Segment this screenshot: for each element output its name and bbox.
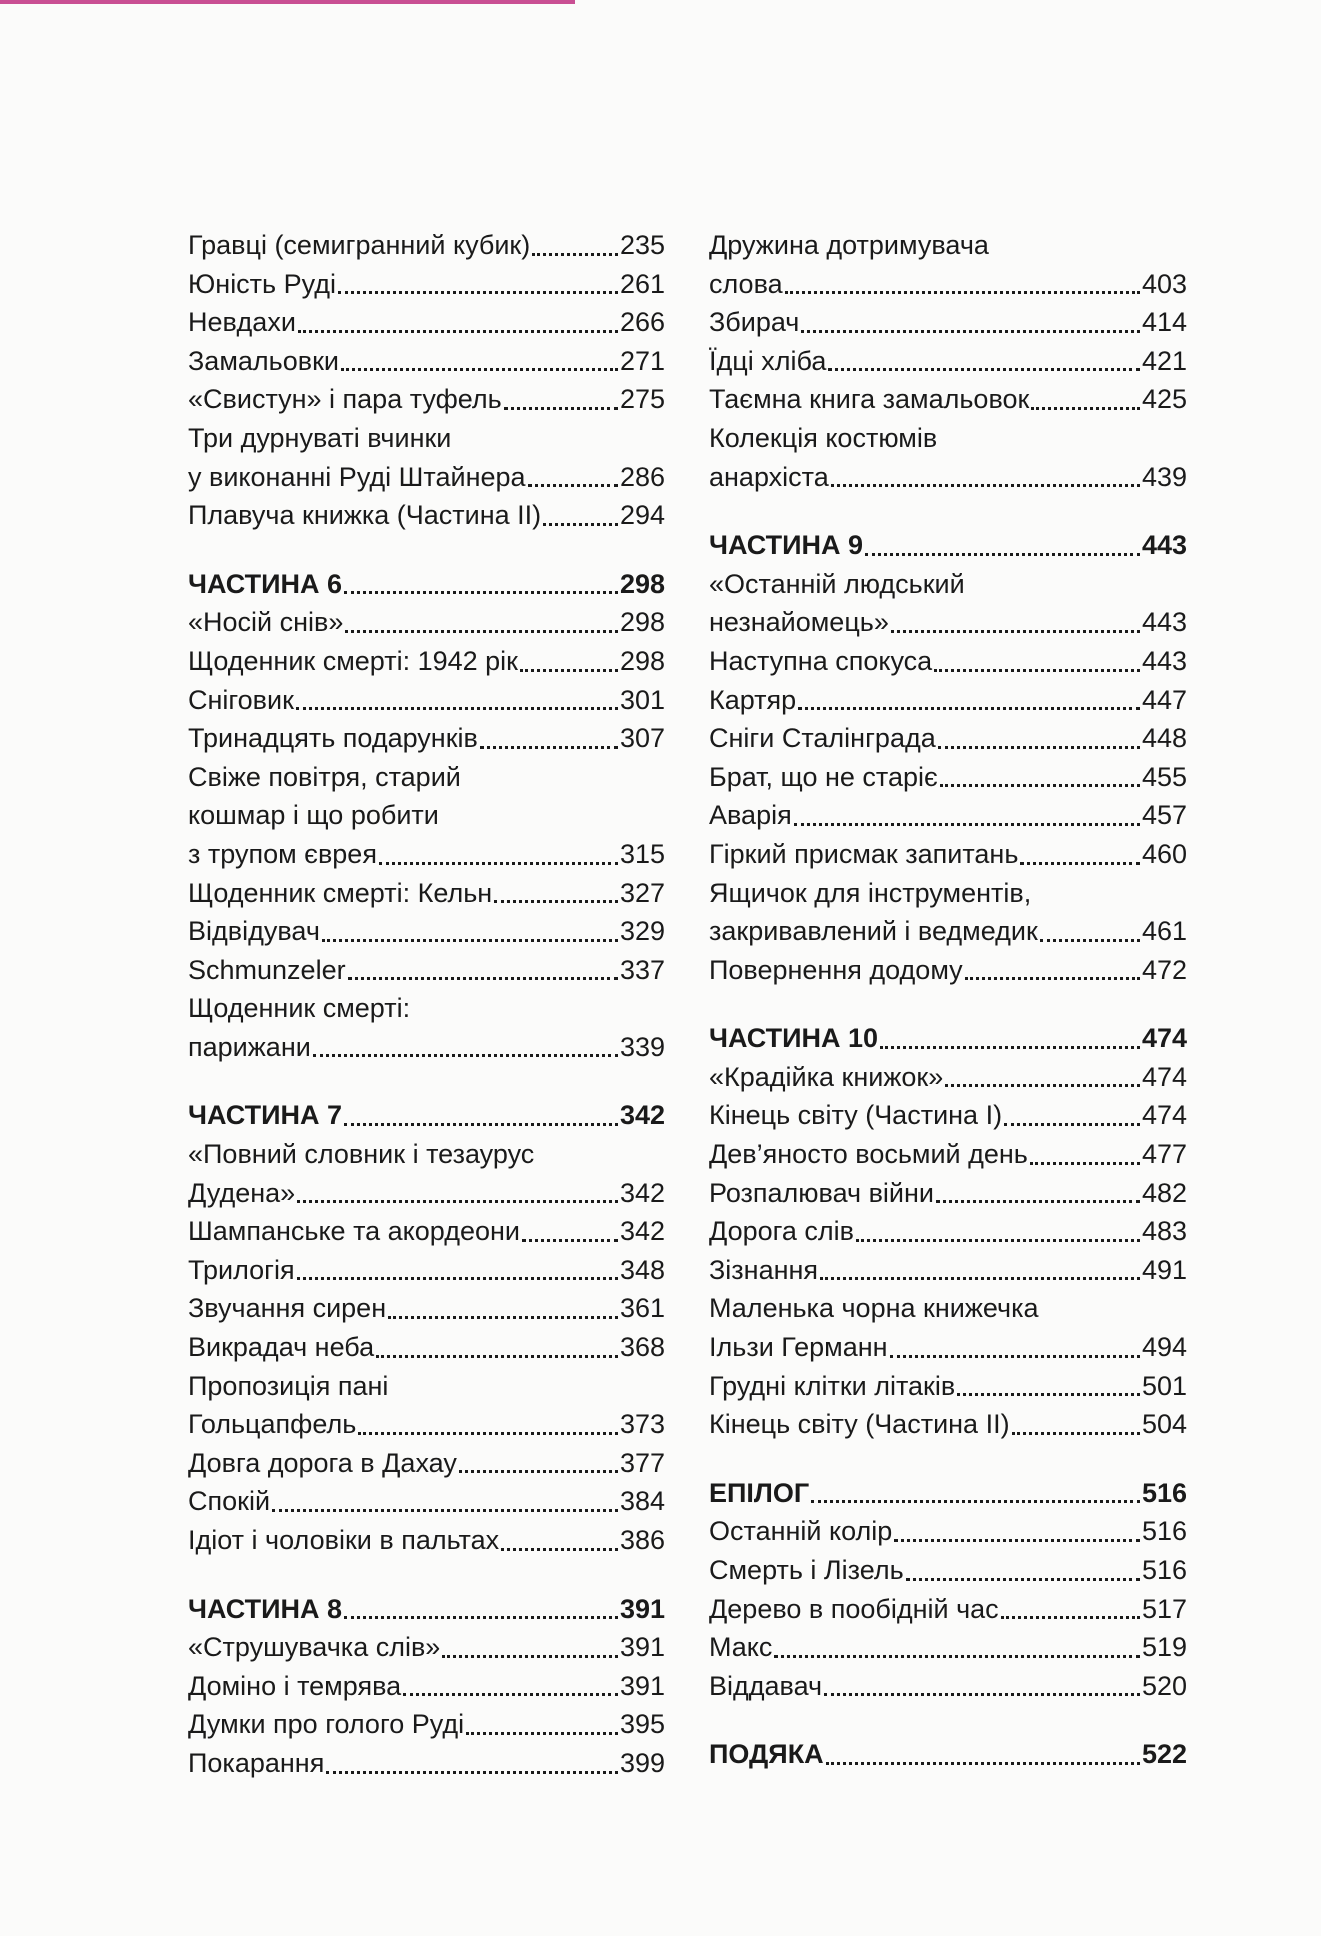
toc-entry (709, 1135, 1187, 1174)
toc-entry (709, 1667, 1187, 1706)
toc-part-heading (709, 526, 1187, 565)
toc-entry (709, 642, 1187, 681)
toc-entry-title: Спокій (188, 1486, 271, 1517)
toc-entry-page: 425 (1141, 384, 1187, 415)
toc-entry-page: 342 (619, 1100, 665, 1131)
toc-entry-page: 472 (1141, 954, 1187, 985)
toc-entry-page: 474 (1141, 1023, 1187, 1054)
dot-leader (794, 823, 1140, 826)
toc-entry-title: Дерево в пообідній час (709, 1593, 999, 1624)
toc-entry-title: Збирач (709, 307, 800, 338)
toc-entry-title: незнайомець» (709, 607, 889, 638)
toc-entry (709, 265, 1187, 304)
toc-entry-page: 377 (619, 1447, 665, 1478)
toc-entry-page: 483 (1141, 1216, 1187, 1247)
toc-entry-page: 315 (619, 838, 665, 869)
toc-entry-page: 395 (619, 1709, 665, 1740)
toc-entry-title: ПОДЯКА (709, 1739, 824, 1770)
dot-leader (891, 630, 1140, 633)
toc-entry-page: 482 (1141, 1177, 1187, 1208)
toc-entry (188, 1405, 665, 1444)
toc-entry (188, 1667, 665, 1706)
toc-entry-title: ЧАСТИНА 10 (709, 1023, 879, 1054)
dot-leader (831, 484, 1140, 487)
dot-leader (826, 1762, 1140, 1765)
toc-entry-page: 517 (1141, 1593, 1187, 1624)
toc-entry-line: Колекція костюмів (709, 422, 938, 453)
dot-leader (345, 630, 618, 633)
toc-entry (709, 681, 1187, 720)
toc-entry (709, 951, 1187, 990)
toc-entry-title: Останній колір (709, 1516, 893, 1547)
toc-part-heading (709, 1019, 1187, 1058)
toc-entry-page: 522 (1141, 1739, 1187, 1770)
dot-leader (880, 1046, 1140, 1049)
toc-entry-title: Гіркий присмак запитань (709, 838, 1019, 869)
dot-leader (376, 1355, 618, 1358)
toc-entry-page: 439 (1141, 461, 1187, 492)
dot-leader (1004, 1123, 1140, 1126)
dot-leader (348, 977, 618, 980)
toc-entry-page: 391 (619, 1593, 665, 1624)
section-gap (709, 496, 1187, 526)
toc-entry-page: 294 (619, 500, 665, 531)
toc-entry-title: Сніги Сталінграда (709, 723, 936, 754)
dot-leader (403, 1693, 618, 1696)
dot-leader (338, 291, 618, 294)
toc-entry (709, 758, 1187, 797)
toc-entry (709, 603, 1187, 642)
toc-entry-title: Щоденник смерті: Кельн (188, 877, 493, 908)
toc-entry (709, 1058, 1187, 1097)
toc-entry-title: Schmunzeler (188, 954, 346, 985)
toc-entry (188, 380, 665, 419)
toc-entry-page: 391 (619, 1632, 665, 1663)
toc-entry-line: Щоденник смерті: (188, 993, 411, 1024)
toc-entry (188, 1744, 665, 1783)
dot-leader (344, 591, 618, 594)
toc-entry (188, 342, 665, 381)
toc-entry-page: 516 (1141, 1555, 1187, 1585)
toc-entry (188, 874, 665, 913)
toc-entry-page: 448 (1141, 723, 1187, 754)
toc-entry-page: 461 (1141, 916, 1187, 947)
toc-entry-title: Зізнання (709, 1254, 819, 1285)
toc-entry-page: 235 (619, 230, 665, 260)
toc-part-heading (709, 1474, 1187, 1513)
toc-entry-title: Гравці (семигранний кубик) (188, 230, 531, 260)
dot-leader (890, 1355, 1140, 1358)
toc-entry-title: Наступна спокуса (709, 645, 933, 676)
dot-leader (934, 669, 1140, 672)
toc-entry-title: Смерть і Лізель (709, 1555, 904, 1585)
toc-entry (709, 303, 1187, 342)
toc-entry-line: «Останній людський (709, 568, 965, 599)
toc-entry (709, 1551, 1187, 1590)
toc-part-heading (709, 1735, 1187, 1774)
dot-leader (494, 900, 618, 903)
toc-entry-page: 504 (1141, 1409, 1187, 1440)
toc-entry-title: з трупом єврея (188, 838, 377, 869)
dot-leader (358, 1432, 618, 1435)
dot-leader (466, 1732, 618, 1735)
toc-entry-page: 491 (1141, 1254, 1187, 1285)
toc-entry-title: Юність Руді (188, 268, 336, 299)
toc-entry-page: 443 (1141, 645, 1187, 676)
toc-entry-page: 474 (1141, 1061, 1187, 1092)
toc-entry (188, 603, 665, 642)
toc-entry (188, 1289, 665, 1328)
toc-entry-page: 403 (1141, 268, 1187, 299)
dot-leader (520, 669, 618, 672)
dot-leader (442, 1655, 618, 1658)
dot-leader (501, 1548, 618, 1551)
dot-leader (865, 553, 1140, 556)
toc-column-left (188, 226, 665, 1783)
toc-entry (709, 458, 1187, 497)
dot-leader (298, 330, 618, 333)
toc-entry-title: Віддавач (709, 1670, 823, 1701)
toc-entry-title: Замальовки (188, 345, 339, 376)
toc-entry-page: 307 (619, 723, 665, 754)
toc-entry-page: 443 (1141, 530, 1187, 561)
section-gap (709, 989, 1187, 1019)
toc-entry-page: 329 (619, 916, 665, 947)
toc-entry-title: Картяр (709, 684, 797, 715)
toc-entry-page: 342 (619, 1177, 665, 1208)
toc-entry-title: Звучання сирен (188, 1293, 387, 1324)
toc-entry-title: Трилогія (188, 1254, 295, 1285)
toc-entry-page: 301 (619, 684, 665, 715)
dot-leader (504, 407, 618, 410)
toc-entry (188, 1174, 665, 1213)
toc-entry (188, 496, 665, 535)
toc-entry-page: 519 (1141, 1632, 1187, 1663)
toc-entry-page: 286 (619, 461, 665, 492)
toc-entry (709, 342, 1187, 381)
toc-entry-title: Доміно і темрява (188, 1670, 402, 1701)
toc-entry (188, 1212, 665, 1251)
toc-entry (709, 1628, 1187, 1667)
toc-entry (709, 1174, 1187, 1213)
toc-entry-title: Макс (709, 1632, 773, 1663)
toc-entry-title: Щоденник смерті: 1942 рік (188, 645, 518, 676)
toc-entry-title: анархіста (709, 461, 829, 492)
toc-part-heading (188, 565, 665, 604)
toc-entry (709, 1328, 1187, 1367)
toc-entry (709, 1367, 1187, 1406)
toc-entry (188, 912, 665, 951)
toc-entry-page: 266 (619, 307, 665, 338)
toc-entry-title: Повернення додому (709, 954, 963, 985)
toc-entry-title: Шампанське та акордеони (188, 1216, 520, 1247)
toc-entry-page: 399 (619, 1747, 665, 1778)
toc-entry-page: 443 (1141, 607, 1187, 638)
toc-entry-line: Три дурнуваті вчинки (188, 422, 452, 453)
dot-leader (1001, 1616, 1140, 1619)
toc-entry (188, 642, 665, 681)
toc-entry-title: Їдці хліба (709, 345, 827, 376)
toc-entry-title: ЧАСТИНА 6 (188, 568, 343, 599)
toc-entry-title: ЧАСТИНА 7 (188, 1100, 343, 1131)
dot-leader (1031, 407, 1140, 410)
toc-entry-page: 261 (619, 268, 665, 299)
toc-entry-title: Довга дорога в Дахау (188, 1447, 457, 1478)
toc-entry (188, 265, 665, 304)
toc-part-heading (188, 1590, 665, 1629)
toc-entry-title: Грудні клітки літаків (709, 1370, 956, 1401)
toc-entry (188, 458, 665, 497)
toc-entry (709, 1405, 1187, 1444)
dot-leader (938, 746, 1140, 749)
toc-entry-title: Таємна книга замальовок (709, 384, 1030, 415)
toc-entry-page: 457 (1141, 800, 1187, 831)
toc-entry (188, 1705, 665, 1744)
toc-entry (709, 1251, 1187, 1290)
toc-entry-page: 298 (619, 568, 665, 599)
toc-entry-line: кошмар і що робити (188, 800, 439, 831)
section-gap (188, 535, 665, 565)
toc-entry (188, 1444, 665, 1483)
toc-entry-title: Дев’яносто восьмий день (709, 1139, 1028, 1170)
toc-entry-page: 455 (1141, 761, 1187, 792)
toc-entry (188, 1521, 665, 1560)
section-gap (188, 1560, 665, 1590)
dot-leader (379, 862, 618, 865)
dot-leader (940, 784, 1140, 787)
toc-entry (188, 681, 665, 720)
toc-entry (188, 835, 665, 874)
dot-leader (820, 1277, 1140, 1280)
toc-entry-title: Покарання (188, 1747, 325, 1778)
toc-entry-page: 477 (1141, 1139, 1187, 1170)
toc-entry-page: 342 (619, 1216, 665, 1247)
toc-entry (188, 1028, 665, 1067)
toc-entry-page: 298 (619, 645, 665, 676)
toc-entry-title: парижани (188, 1031, 311, 1062)
toc-entry-title: Розпалювач війни (709, 1177, 935, 1208)
toc-entry-page: 384 (619, 1486, 665, 1517)
dot-leader (480, 746, 618, 749)
toc-entry-line: Свіже повітря, старий (188, 761, 461, 792)
toc-entry-title: Дорога слів (709, 1216, 855, 1247)
toc-entry-title: Викрадач неба (188, 1332, 375, 1363)
dot-leader (801, 330, 1140, 333)
toc-entry (709, 1590, 1187, 1629)
toc-entry-page: 494 (1141, 1332, 1187, 1363)
toc-entry-title: ЕПІЛОГ (709, 1477, 810, 1508)
toc-entry-page: 391 (619, 1670, 665, 1701)
toc-entry-title: Невдахи (188, 307, 296, 338)
toc-entry-title: Думки про голого Руді (188, 1709, 465, 1740)
dot-leader (965, 977, 1140, 980)
toc-entry-title: Сніговик (188, 684, 294, 715)
toc-entry-title: Брат, що не старіє (709, 761, 938, 792)
toc-entry-title: слова (709, 268, 783, 299)
dot-leader (798, 707, 1140, 710)
toc-entry-page: 348 (619, 1254, 665, 1285)
toc-entry-title: «Носій снів» (188, 607, 344, 638)
dot-leader (522, 1239, 618, 1242)
toc-entry-title: Тринадцять подарунків (188, 723, 478, 754)
toc-entry-page: 501 (1141, 1370, 1187, 1401)
toc-entry-line: Ящичок для інструментів, (709, 877, 1032, 908)
toc-entry-page: 373 (619, 1409, 665, 1440)
toc-entry-title: Відвідувач (188, 916, 320, 947)
section-gap (188, 1066, 665, 1096)
dot-leader (906, 1578, 1140, 1581)
dot-leader (824, 1693, 1140, 1696)
dot-leader (296, 707, 618, 710)
dot-leader (543, 523, 618, 526)
toc-part-heading (188, 1096, 665, 1135)
toc-entry-title: Ільзи Германн (709, 1332, 888, 1363)
toc-entry-line: «Повний словник і тезаурус (188, 1139, 535, 1170)
toc-entry (709, 1212, 1187, 1251)
dot-leader (322, 939, 618, 942)
toc-entry-title: у виконанні Руді Штайнера (188, 461, 526, 492)
dot-leader (828, 368, 1140, 371)
toc-entry (188, 1482, 665, 1521)
toc-entry (188, 1328, 665, 1367)
dot-leader (945, 1084, 1140, 1087)
dot-leader (856, 1239, 1140, 1242)
dot-leader (936, 1200, 1140, 1203)
dot-leader (1030, 1162, 1140, 1165)
toc-entry-page: 327 (619, 877, 665, 908)
toc-entry (709, 912, 1187, 951)
toc-entry (709, 835, 1187, 874)
dot-leader (811, 1500, 1140, 1503)
toc-entry-line: Пропозиція пані (188, 1370, 389, 1401)
dot-leader (313, 1054, 618, 1057)
toc-entry-title: Дудена» (188, 1177, 296, 1208)
toc-entry-title: Аварія (709, 800, 792, 831)
toc-entry-page: 516 (1141, 1516, 1187, 1547)
toc-entry-title: ЧАСТИНА 9 (709, 530, 864, 561)
toc-entry (709, 719, 1187, 758)
toc-entry-page: 275 (619, 384, 665, 415)
toc-entry-page: 421 (1141, 345, 1187, 376)
toc-entry (188, 719, 665, 758)
toc-entry-title: Плавуча книжка (Частина II) (188, 500, 542, 531)
dot-leader (957, 1393, 1140, 1396)
dot-leader (785, 291, 1140, 294)
dot-leader (528, 484, 618, 487)
toc-entry (188, 951, 665, 990)
toc-entry (188, 1628, 665, 1667)
toc-entry-title: «Свистун» і пара туфель (188, 384, 502, 415)
toc-entry-page: 368 (619, 1332, 665, 1363)
toc-entry-line: Дружина дотримувача (709, 230, 989, 260)
toc-entry-page: 460 (1141, 838, 1187, 869)
toc-entry (188, 1251, 665, 1290)
dot-leader (459, 1470, 618, 1473)
toc-column-right (709, 226, 1187, 1774)
toc-entry-page: 298 (619, 607, 665, 638)
dot-leader (1020, 862, 1140, 865)
toc-entry-title: Кінець світу (Частина II) (709, 1409, 1010, 1440)
toc-entry-page: 474 (1141, 1100, 1187, 1131)
dot-leader (774, 1655, 1140, 1658)
toc-entry-title: ЧАСТИНА 8 (188, 1593, 343, 1624)
toc-entry-page: 361 (619, 1293, 665, 1324)
dot-leader (1040, 939, 1140, 942)
toc-entry-page: 337 (619, 954, 665, 985)
toc-entry-page: 516 (1141, 1477, 1187, 1508)
toc-entry-title: «Струшувачка слів» (188, 1632, 441, 1663)
toc-entry-title: закривавлений і ведмедик (709, 916, 1038, 947)
toc-entry-title: Ідіот і чоловіки в пальтах (188, 1525, 500, 1555)
toc-entry (709, 380, 1187, 419)
toc-entry-page: 447 (1141, 684, 1187, 715)
toc-entry-title: «Крадійка книжок» (709, 1061, 944, 1092)
toc-entry-page: 414 (1141, 307, 1187, 338)
toc-entry-title: Кінець світу (Частина I) (709, 1100, 1003, 1131)
dot-leader (388, 1316, 618, 1319)
toc-entry-page: 339 (619, 1031, 665, 1062)
dot-leader (297, 1277, 618, 1280)
section-gap (709, 1705, 1187, 1735)
toc-entry-page: 386 (619, 1525, 665, 1555)
dot-leader (894, 1539, 1140, 1542)
dot-leader (1012, 1432, 1140, 1435)
dot-leader (272, 1509, 618, 1512)
dot-leader (341, 368, 618, 371)
section-gap (709, 1444, 1187, 1474)
toc-entry-line: Маленька чорна книжечка (709, 1293, 1039, 1324)
dot-leader (297, 1200, 618, 1203)
toc-entry (709, 1512, 1187, 1551)
dot-leader (532, 253, 618, 256)
dot-leader (344, 1123, 618, 1126)
toc-entry-page: 271 (619, 345, 665, 376)
page-edge-stripe (0, 0, 575, 4)
toc-entry (188, 303, 665, 342)
toc-entry (188, 226, 665, 265)
toc-entry (709, 796, 1187, 835)
toc-entry (709, 1096, 1187, 1135)
toc-entry-title: Гольцапфель (188, 1409, 357, 1440)
dot-leader (344, 1616, 618, 1619)
toc-entry-page: 520 (1141, 1670, 1187, 1701)
dot-leader (326, 1771, 618, 1774)
